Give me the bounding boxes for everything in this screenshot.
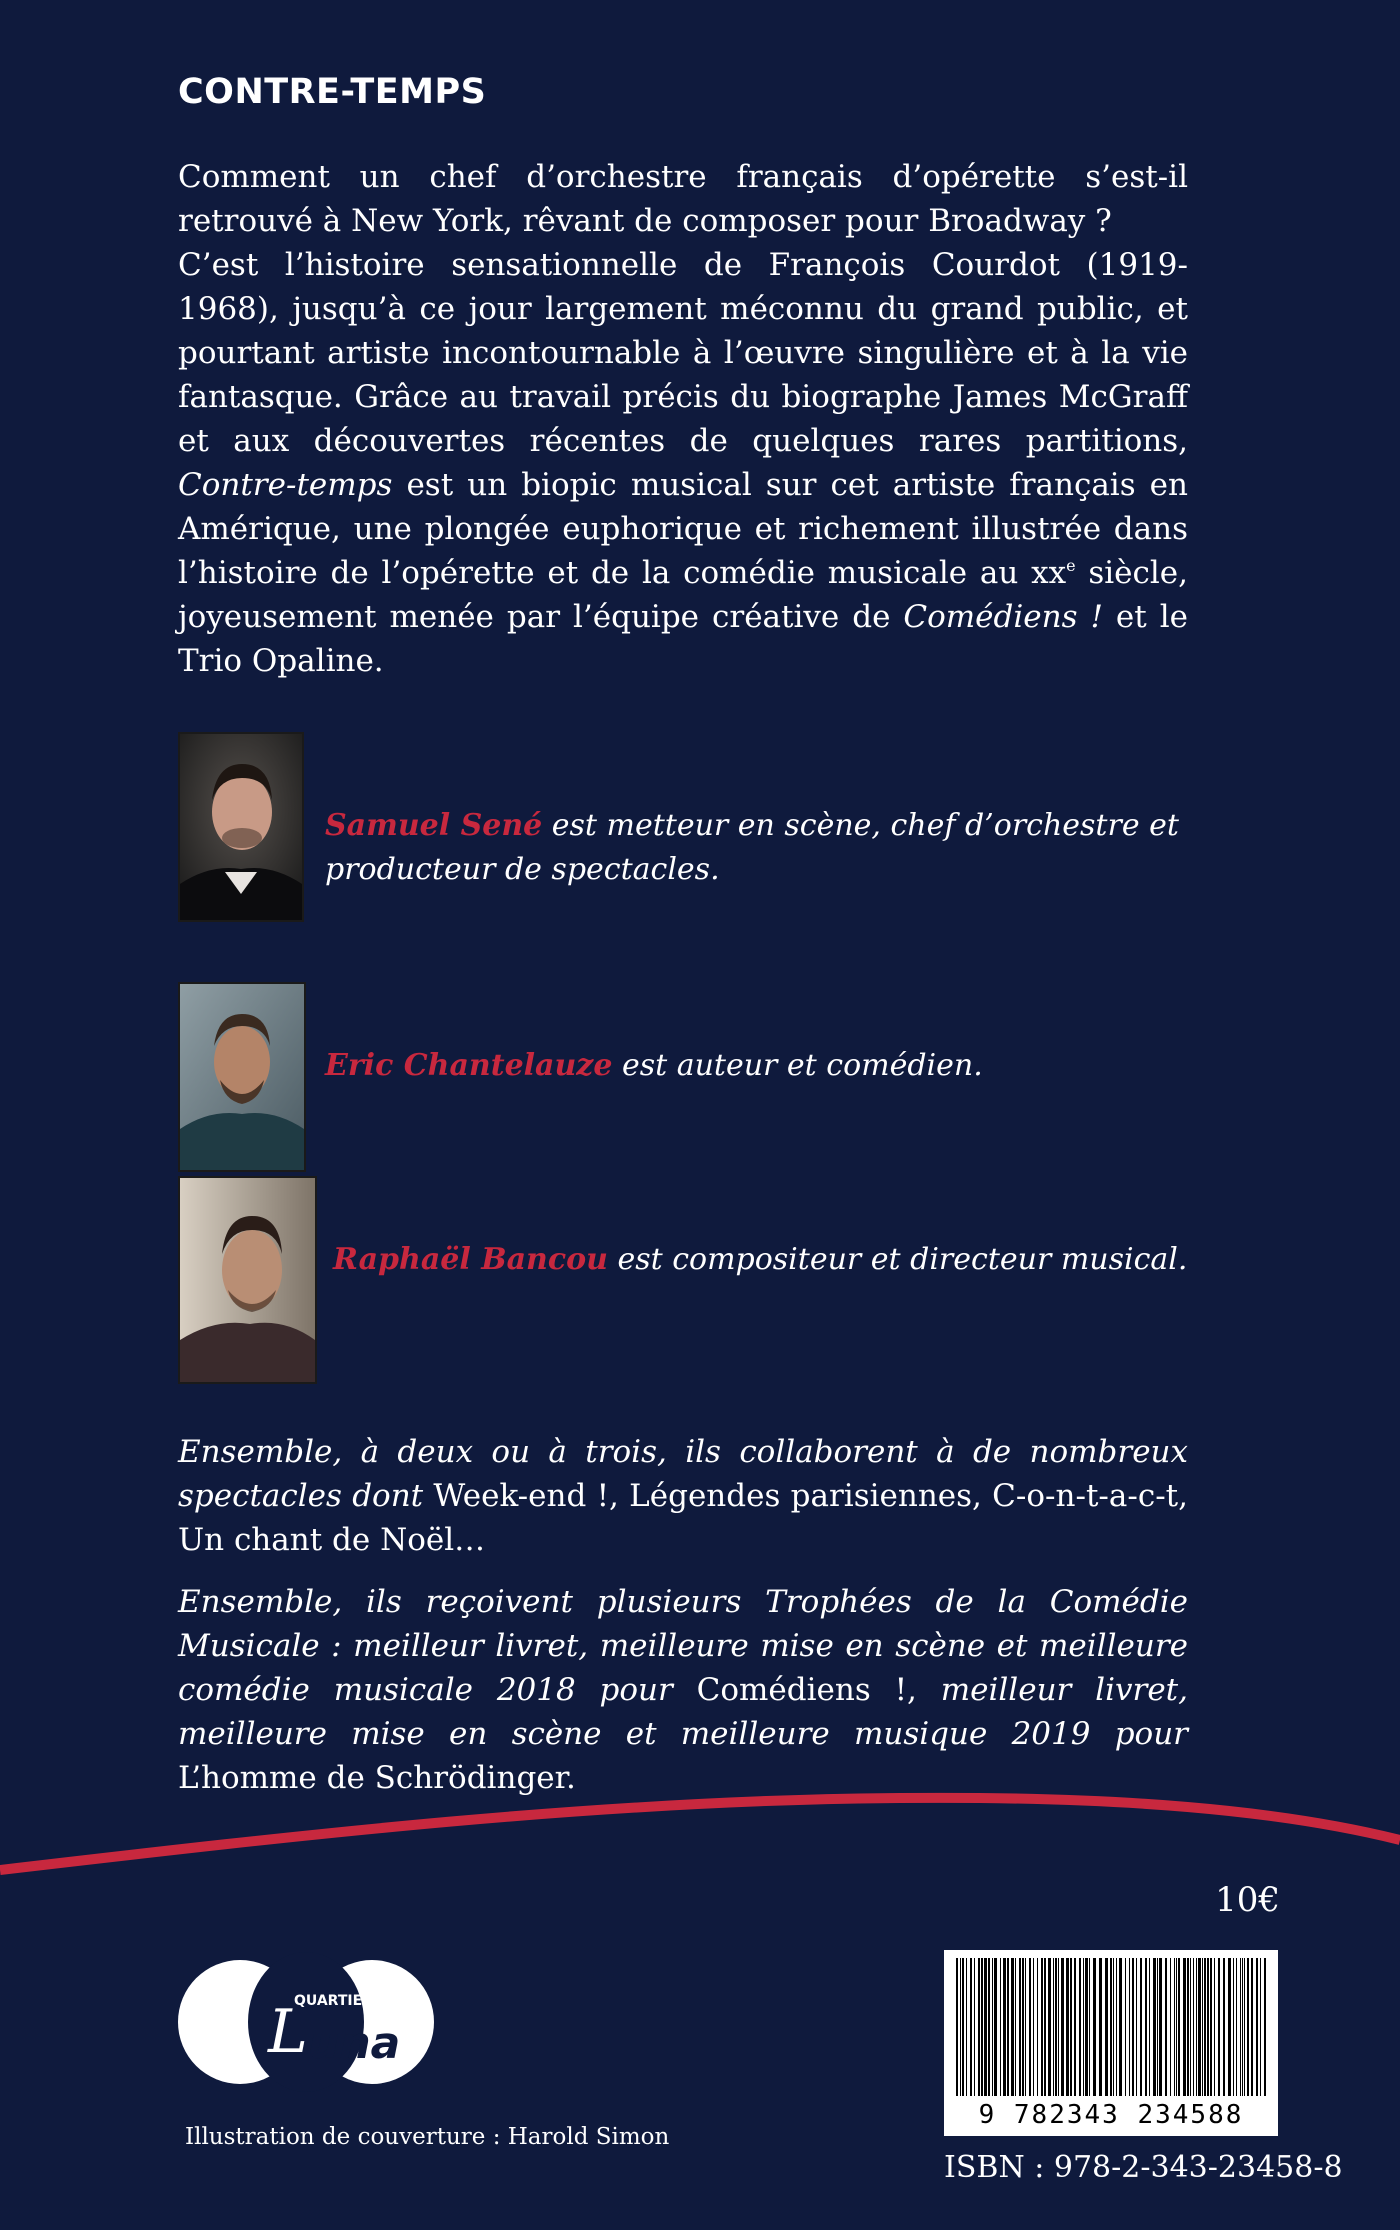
author-bio-eric	[325, 1044, 1195, 1088]
author-bio-raphael	[333, 1238, 1193, 1282]
barcode-digits: 9 782343 234588	[978, 2100, 1244, 2130]
author-description: est auteur et comédien.	[612, 1048, 983, 1083]
author-photo-samuel	[178, 732, 304, 922]
century-superscript: e	[1066, 556, 1076, 575]
logo-initial: L	[268, 1997, 308, 2067]
barcode	[944, 1950, 1278, 2136]
book-title: CONTRE-TEMPS	[178, 72, 487, 112]
author-name: Eric Chantelauze	[325, 1048, 613, 1083]
ensemble-text	[178, 1430, 1188, 1562]
century-numeral: xx	[1031, 555, 1067, 591]
logo-text-una: una	[308, 2018, 401, 2069]
ensemble-intro: Ensemble, à deux ou à trois, ils collaborent à de nombreux spectacles dont	[178, 1434, 1188, 1514]
work-title: L’homme de Schrödinger.	[178, 1760, 576, 1796]
publisher-logo	[176, 1950, 436, 2104]
work-title: Contre-temps	[178, 467, 393, 503]
author-description: est metteur en scène, chef d’orchestre et producteur de spectacles.	[325, 808, 1179, 887]
synopsis-paragraph-2	[178, 243, 1188, 683]
price: 10€	[1215, 1880, 1280, 1920]
quartier-luna-logo-icon	[176, 1950, 436, 2100]
portrait-icon	[180, 984, 304, 1170]
synopsis-text: et le Trio Opaline.	[178, 599, 1188, 679]
author-bio-samuel	[325, 804, 1195, 892]
author-name: Raphaël Bancou	[333, 1242, 608, 1277]
synopsis-text: siècle, joyeusement menée par l’équipe créative de	[178, 555, 1188, 635]
author-name: Samuel Sené	[325, 808, 543, 843]
ensemble-awards: Ensemble, ils reçoivent plusieurs Trophées de la Comédie Musicale : meilleur livret, meilleure mise en scène et meilleure comédie musicale 2018 pour	[178, 1584, 1188, 1708]
author-photo-raphael	[178, 1176, 317, 1384]
author-photo-eric	[178, 982, 306, 1172]
cover-illustration-credit: Illustration de couverture : Harold Simon	[185, 2124, 670, 2150]
ensemble-awards: meilleur livret, meilleure mise en scène et meilleure musique 2019 pour	[178, 1672, 1188, 1752]
synopsis	[178, 155, 1188, 683]
synopsis-text: C’est l’histoire sensationnelle de François Courdot (1919-1968), jusqu’à ce jour largement méconnu du grand public, et pourtant artiste incontournable à l’œuvre singulière et à la vie fantasque. Grâce au travail précis du biographe James McGraff et aux découvertes récentes de quelques rares partitions,	[178, 247, 1188, 459]
show-title: Comédiens !	[903, 599, 1103, 635]
work-title: Comédiens !,	[672, 1672, 917, 1708]
logo-text-quartier: QUARTIER	[294, 1993, 373, 2009]
author-description: est compositeur et directeur musical.	[607, 1242, 1188, 1277]
ensemble-paragraph-1	[178, 1430, 1188, 1562]
barcode-bars-icon	[944, 1958, 1278, 2108]
ensemble-works: Week-end !, Légendes parisiennes, C-o-n-t-a-c-t, Un chant de Noël…	[178, 1478, 1188, 1558]
isbn: ISBN : 978-2-343-23458-8	[944, 2150, 1343, 2185]
synopsis-paragraph-1: Comment un chef d’orchestre français d’opérette s’est-il retrouvé à New York, rêvant de composer pour Broadway ?	[178, 159, 1188, 239]
synopsis-text: est un biopic musical sur cet artiste français en Amérique, une plongée euphorique et richement illustrée dans l’histoire de l’opérette et de la comédie musicale au	[178, 467, 1188, 591]
portrait-icon	[180, 1178, 315, 1382]
decorative-red-curve	[0, 1740, 1400, 1890]
portrait-icon	[180, 734, 302, 920]
